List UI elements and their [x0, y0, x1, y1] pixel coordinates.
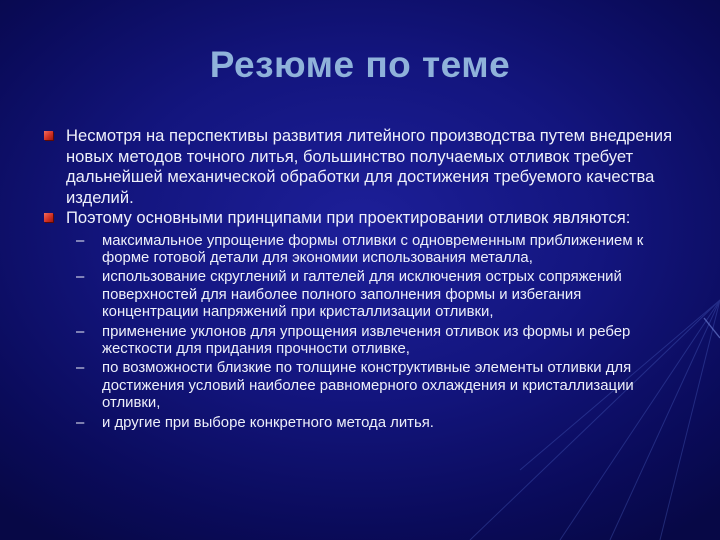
slide-body: [42, 126, 682, 434]
bullet-item: [42, 208, 682, 229]
square-bullet-icon: [44, 213, 53, 222]
bullet-item: [42, 126, 682, 208]
dash-bullet-icon: –: [76, 269, 85, 286]
square-bullet-icon: [44, 131, 53, 140]
sub-bullet-text: применение уклонов для упрощения извлечения отливок из формы и ребер жесткости для придания прочности отливке,: [102, 323, 631, 357]
sub-bullet-list: [42, 233, 682, 432]
dash-bullet-icon: –: [76, 323, 85, 340]
bullet-text: Несмотря на перспективы развития литейного производства путем внедрения новых методов точного литья, большинство получаемых отливок требует дальнейшей механической обработки для достижения требуемого качества изделий.: [66, 126, 673, 207]
sub-bullet-text: по возможности близкие по толщине конструктивные элементы отливки для достижения условий наиболее равномерного охлаждения и кристаллизации отливки,: [102, 360, 634, 412]
sub-bullet-item: [76, 415, 682, 432]
dash-bullet-icon: –: [76, 414, 85, 431]
sub-bullet-text: максимальное упрощение формы отливки с одновременным приближением к форме готовой детали для экономии использования металла,: [102, 232, 644, 266]
sub-bullet-text: использование скруглений и галтелей для исключения острых сопряжений поверхностей для наиболее полного заполнения формы и избегания концентрации напряжений при кристаллизации отливки,: [102, 269, 622, 321]
bullet-text: Поэтому основными принципами при проектировании отливок являются:: [66, 208, 631, 227]
sub-bullet-item: [76, 233, 682, 268]
sub-bullet-item: [76, 269, 682, 321]
sub-bullet-item: [76, 360, 682, 412]
dash-bullet-icon: –: [76, 360, 85, 377]
sub-bullet-item: [76, 324, 682, 359]
sub-bullet-text: и другие при выборе конкретного метода литья.: [102, 414, 434, 431]
slide-title: Резюме по теме: [209, 44, 511, 85]
dash-bullet-icon: –: [76, 232, 85, 249]
